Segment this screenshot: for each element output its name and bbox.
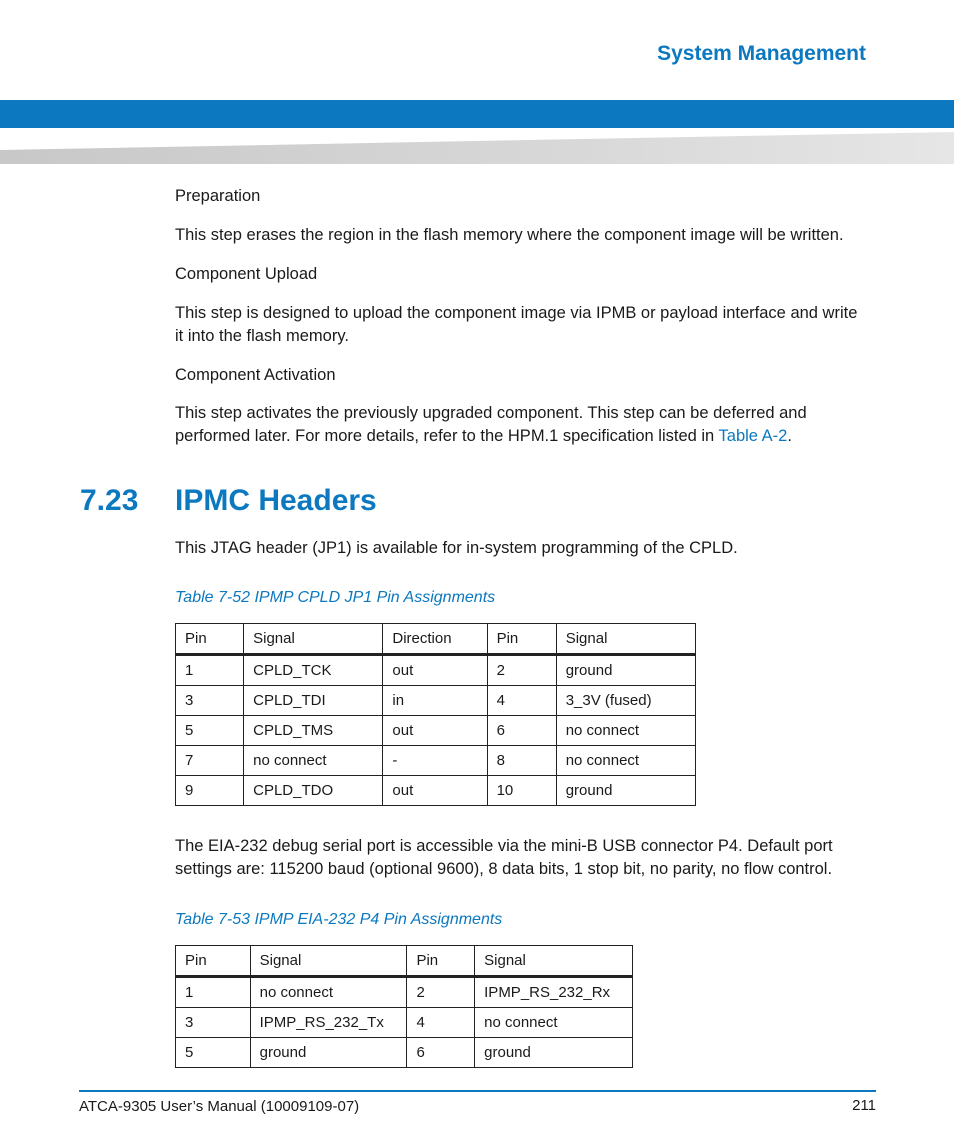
- table-header-cell: Signal: [556, 624, 695, 655]
- table-cell: 9: [176, 776, 244, 806]
- table-header-cell: Pin: [176, 946, 251, 977]
- table-cell: CPLD_TCK: [244, 655, 383, 686]
- table-header-cell: Pin: [176, 624, 244, 655]
- cpld-pin-table: [175, 623, 696, 806]
- table2-caption: Table 7-53 IPMP EIA-232 P4 Pin Assignments: [175, 911, 503, 928]
- header-grey-wedge: [0, 132, 954, 164]
- table-cell: 8: [487, 746, 556, 776]
- upload-title: Component Upload: [175, 265, 318, 283]
- preparation-text: This step erases the region in the flash memory where the component image will be written.: [175, 226, 844, 244]
- table-cell: 2: [487, 655, 556, 686]
- table-row: [176, 655, 696, 686]
- section-number: 7.23: [80, 484, 139, 517]
- section-title: IPMC Headers: [175, 484, 377, 517]
- table-header-cell: Signal: [475, 946, 633, 977]
- table-cell: IPMP_RS_232_Rx: [475, 977, 633, 1008]
- table-header-cell: Signal: [244, 624, 383, 655]
- table-cell: 3: [176, 1008, 251, 1038]
- upload-text-line-2: it into the flash memory.: [175, 327, 349, 345]
- table-header-row: [176, 624, 696, 655]
- table-cell: 7: [176, 746, 244, 776]
- table-row: [176, 746, 696, 776]
- preparation-title: Preparation: [175, 187, 261, 205]
- table-cell: 4: [407, 1008, 475, 1038]
- table-cell: ground: [556, 655, 695, 686]
- activation-title: Component Activation: [175, 366, 336, 384]
- table-cell: 3: [176, 686, 244, 716]
- table-header-cell: Signal: [250, 946, 407, 977]
- table-cell: 3_3V (fused): [556, 686, 695, 716]
- serial-text-line-2: settings are: 115200 baud (optional 9600), 8 data bits, 1 stop bit, no parity, no flow control.: [175, 860, 833, 878]
- table-row: [176, 977, 633, 1008]
- table-header-row: [176, 946, 633, 977]
- header-blue-bar: [0, 100, 954, 128]
- table-cell: out: [383, 776, 487, 806]
- table-row: [176, 776, 696, 806]
- table-cell: CPLD_TDO: [244, 776, 383, 806]
- eia232-pin-table: [175, 945, 633, 1068]
- upload-text-line-1: This step is designed to upload the component image via IPMB or payload interface and write: [175, 304, 858, 322]
- table-cell: -: [383, 746, 487, 776]
- activation-text-part: performed later. For more details, refer to the HPM.1 specification listed in: [175, 427, 719, 445]
- table-cell: out: [383, 716, 487, 746]
- table-cell: 10: [487, 776, 556, 806]
- table-cell: CPLD_TMS: [244, 716, 383, 746]
- section-intro: This JTAG header (JP1) is available for in-system programming of the CPLD.: [175, 539, 738, 557]
- table-cell: no connect: [475, 1008, 633, 1038]
- footer-rule: [79, 1090, 876, 1092]
- table-cell: 5: [176, 1038, 251, 1068]
- section-heading: [80, 484, 377, 518]
- serial-text-line-1: The EIA-232 debug serial port is accessible via the mini-B USB connector P4. Default port: [175, 837, 833, 855]
- table-cell: no connect: [556, 746, 695, 776]
- table-cell: 5: [176, 716, 244, 746]
- table-header-cell: Direction: [383, 624, 487, 655]
- table-cell: 2: [407, 977, 475, 1008]
- table-cell: in: [383, 686, 487, 716]
- footer-page-number: 211: [852, 1097, 876, 1114]
- table1-caption: Table 7-52 IPMP CPLD JP1 Pin Assignments: [175, 589, 496, 606]
- table-a2-link[interactable]: Table A-2: [718, 427, 788, 445]
- table-cell: 1: [176, 977, 251, 1008]
- table-row: [176, 686, 696, 716]
- activation-text-line-1: This step activates the previously upgraded component. This step can be deferred and: [175, 404, 807, 422]
- table-cell: ground: [556, 776, 695, 806]
- table-cell: 6: [487, 716, 556, 746]
- table-cell: out: [383, 655, 487, 686]
- table-row: [176, 1038, 633, 1068]
- table-header-cell: Pin: [487, 624, 556, 655]
- table-cell: no connect: [556, 716, 695, 746]
- activation-text-line-2: [175, 425, 875, 448]
- table-cell: CPLD_TDI: [244, 686, 383, 716]
- table-cell: 1: [176, 655, 244, 686]
- table-cell: 6: [407, 1038, 475, 1068]
- table-cell: no connect: [244, 746, 383, 776]
- table-header-cell: Pin: [407, 946, 475, 977]
- table-row: [176, 1008, 633, 1038]
- table-cell: 4: [487, 686, 556, 716]
- table-cell: ground: [250, 1038, 407, 1068]
- table-row: [176, 716, 696, 746]
- table-cell: ground: [475, 1038, 633, 1068]
- header-title: System Management: [651, 42, 872, 66]
- table-cell: IPMP_RS_232_Tx: [250, 1008, 407, 1038]
- table-cell: no connect: [250, 977, 407, 1008]
- activation-text-end: .: [787, 427, 792, 445]
- footer-manual-title: ATCA-9305 User’s Manual (10009109-07): [79, 1098, 360, 1115]
